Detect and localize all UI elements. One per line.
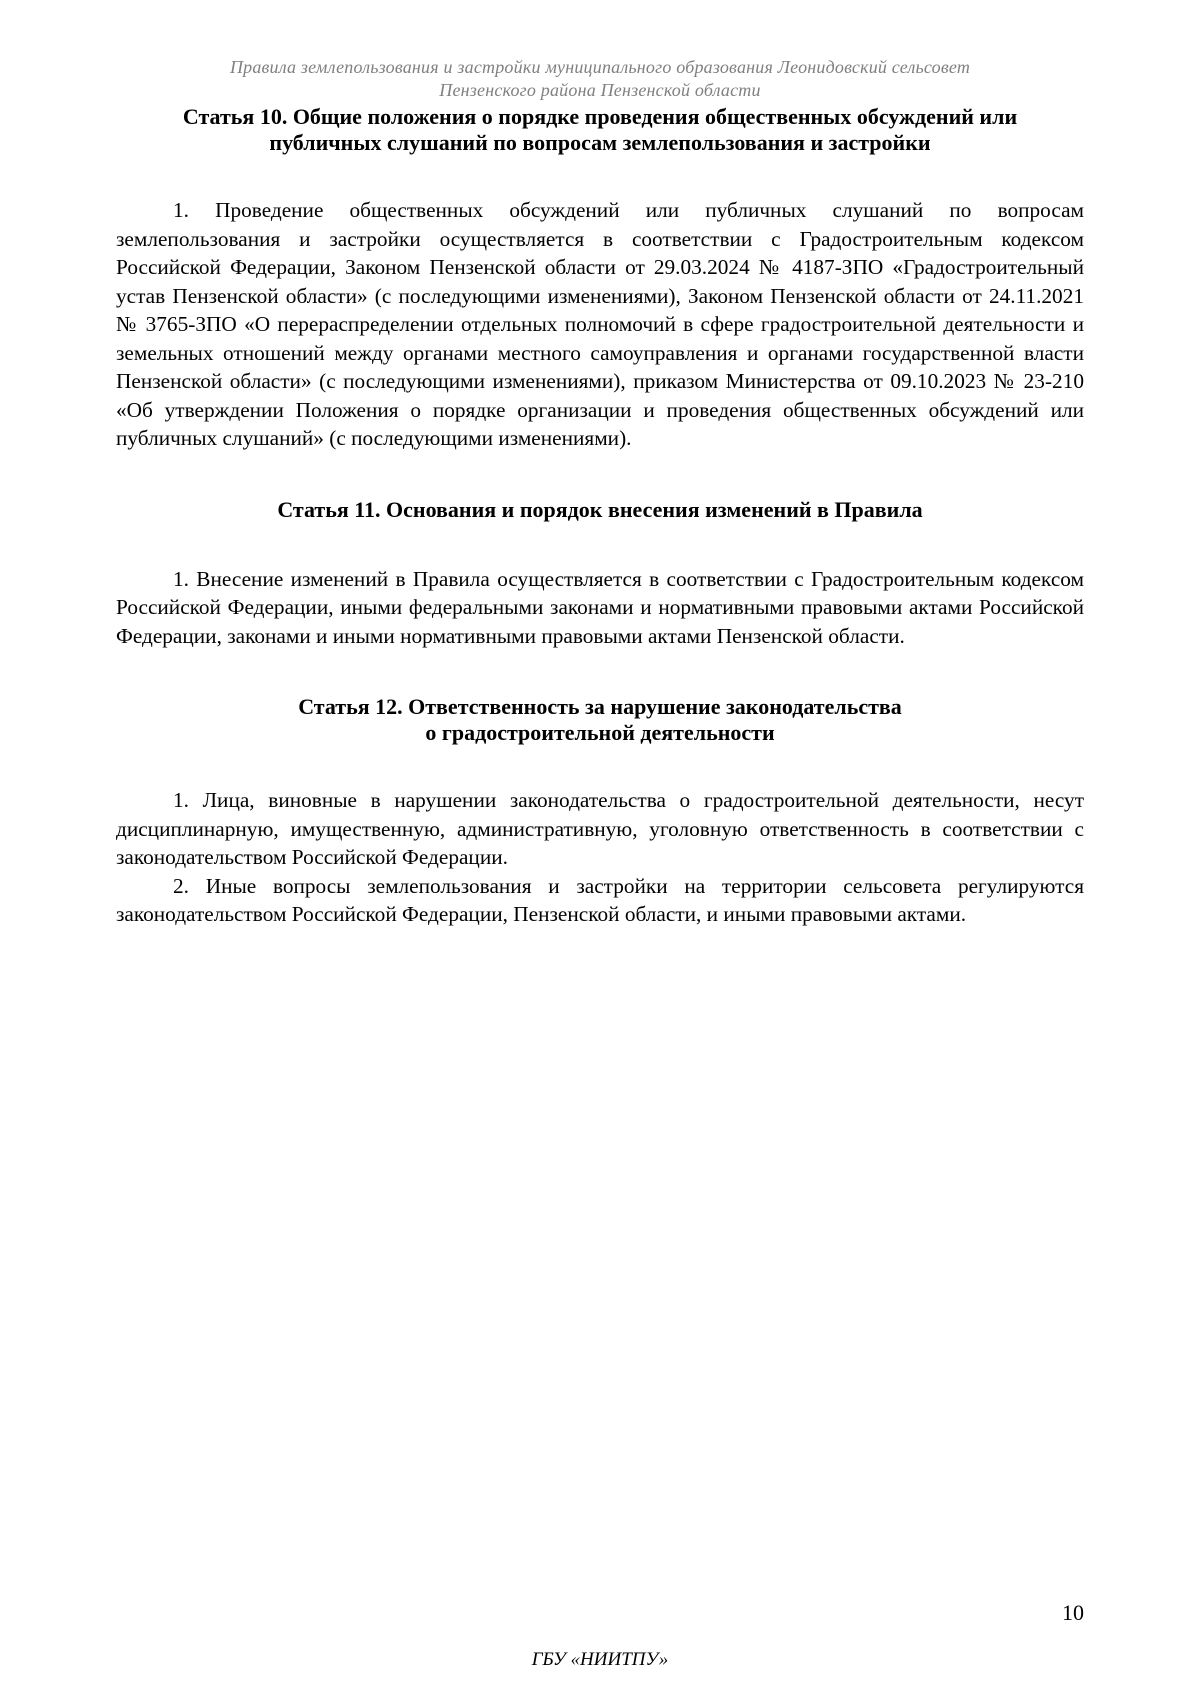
article-12-paragraph-2: 2. Иные вопросы землепользования и застройки на территории сельсовета регулируются законодательством Российской Федерации, Пензенской области, и иными правовыми актами. — [116, 873, 1084, 926]
article-10-heading-line1: Статья 10. Общие положения о порядке проведения общественных обсуждений или — [182, 104, 1018, 129]
running-header-line1: Правила землепользования и застройки муниципального образования Леонидовский сельсовет — [229, 57, 971, 77]
article-12-heading-line2: о градостроительной деятельности — [425, 720, 775, 745]
article-10-heading — [116, 104, 1084, 156]
article-11-heading: Статья 11. Основания и порядок внесения изменений в Правила — [277, 496, 923, 522]
article-10-paragraph-1: 1. Проведение общественных обсуждений или публичных слушаний по вопросам землепользования и застройки осуществляется в соответствии с Градостроительным кодексом Российской Федерации, Законом Пензенской области от 29.03.2024 № 4187-ЗПО «Градостроительный устав Пензенской области» (с последующими изменениями), Законом Пензенской области от 24.11.2021 № 3765-ЗПО «О перераспределении отдельных полномочий в сфере градостроительной деятельности и земельных отношений между органами местного самоуправления и органами государственной власти Пензенской области» (с последующими изменениями), приказом Министерства от 09.10.2023 № 23-210 «Об утверждении Положения о порядке организации и проведения общественных обсуждений или публичных слушаний» (с последующими изменениями). — [116, 198, 1084, 450]
running-header — [0, 56, 1200, 102]
running-header-line2: Пензенского района Пензенской области — [439, 80, 761, 100]
article-12-paragraph-1: 1. Лица, виновные в нарушении законодательства о градостроительной деятельности, несут дисциплинарную, имущественную, административную, уголовную ответственность в соответствии с законодательством Российской Федерации. — [116, 788, 1084, 869]
article-11-paragraph-1: 1. Внесение изменений в Правила осуществляется в соответствии с Градостроительным кодексом Российской Федерации, иными федеральными законами и нормативными правовыми актами Российской Федерации, законами и иными нормативными правовыми актами Пензенской области. — [116, 566, 1084, 648]
page-number: 10 — [1062, 1600, 1084, 1625]
article-10-heading-line2: публичных слушаний по вопросам землепользования и застройки — [269, 130, 931, 155]
article-12-heading — [116, 694, 1084, 746]
document-body — [116, 104, 1084, 929]
running-footer: ГБУ «НИИТПУ» — [531, 1649, 669, 1670]
article-12-heading-line1: Статья 12. Ответственность за нарушение законодательства — [298, 694, 902, 719]
